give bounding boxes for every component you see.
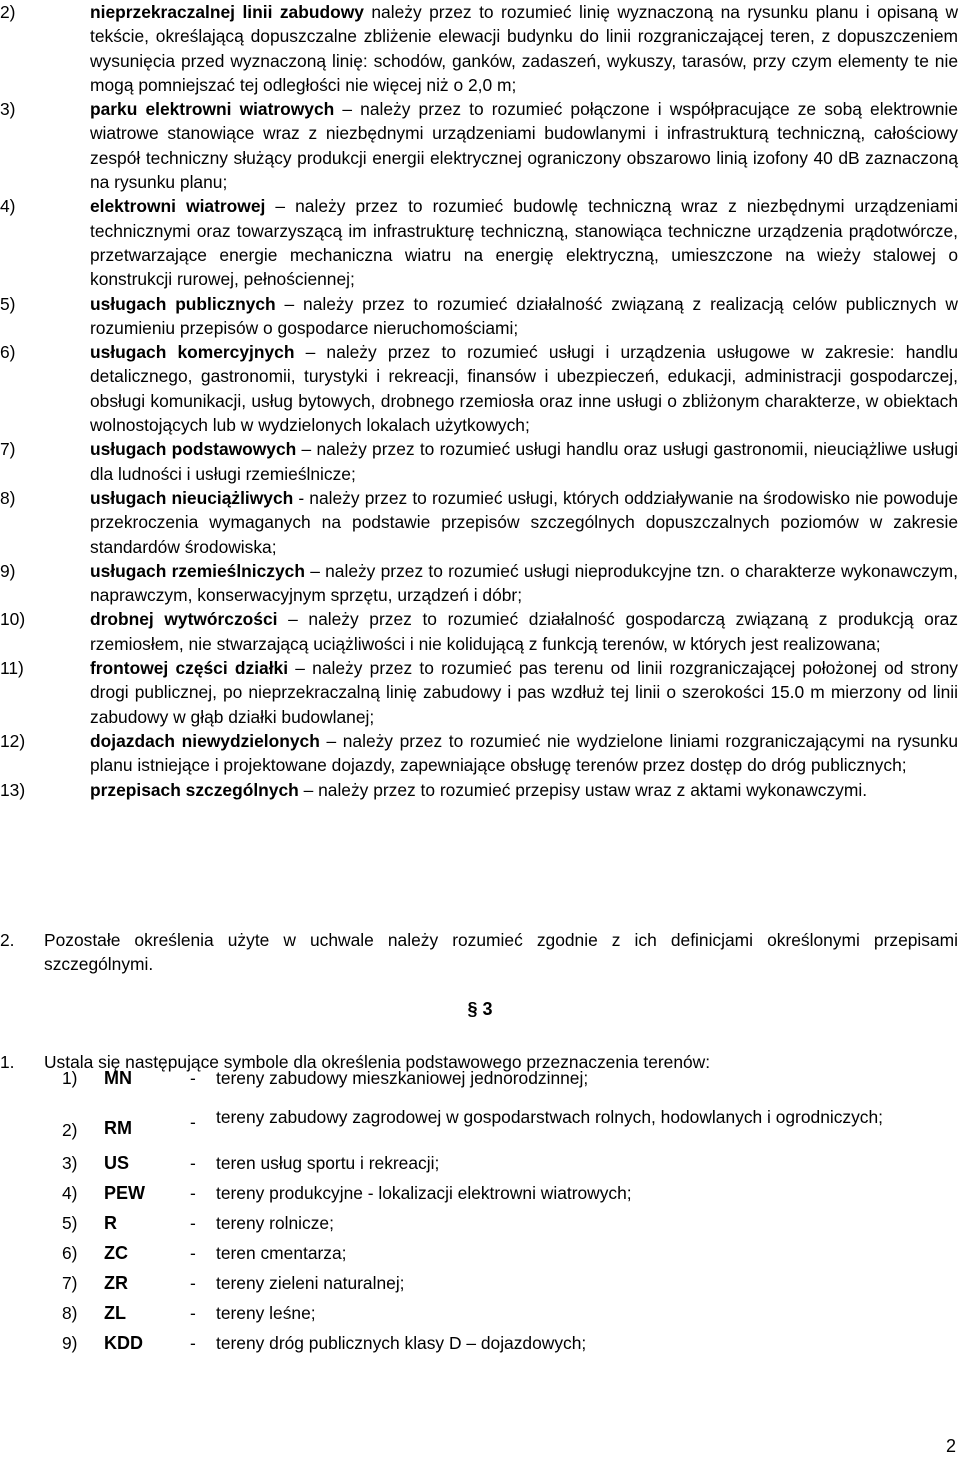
definition-text: – należy przez to rozumieć usługi i urządzenia usługowe w zakresie: handlu detalicznego, gastronomii, turystyki i rekreacji, finansów i ubezpieczeń, edukacji, administracji gospodarczej, obsługi komunikacji, usług bytowych, drobnego rzemiosła oraz inne usługi o zbliżonym charakterze, w obiektach wolnostojących lub w wydzielonych lokalach użytkowych;: [90, 342, 958, 436]
defined-term: nieprzekraczalnej linii zabudowy: [90, 2, 364, 22]
item-number: 2): [0, 2, 16, 22]
defined-term: dojazdach niewydzielonych: [90, 730, 320, 751]
defined-term: elektrowni wiatrowej: [90, 196, 266, 217]
symbol-dash: -: [190, 1212, 196, 1233]
symbol-dash: -: [190, 1182, 196, 1203]
symbol-dash: -: [190, 1067, 196, 1088]
symbol-description: teren usług sportu i rekreacji;: [216, 1153, 440, 1173]
definition-text: – należy przez to rozumieć usługi handlu oraz usługi gastronomii, nieuciążliwe usługi dla ludności i usługi rzemieślnicze;: [90, 439, 958, 484]
item-number: 8): [0, 487, 16, 508]
definition-item: [0, 778, 958, 802]
defined-term: frontowej części działki: [90, 658, 289, 679]
symbol-number: 4): [62, 1182, 78, 1203]
item-number: 7): [0, 439, 16, 460]
symbol-description: tereny rolnicze;: [216, 1213, 334, 1233]
defined-term: usługach podstawowych: [90, 439, 297, 460]
symbol-description: tereny zieleni naturalnej;: [216, 1273, 405, 1293]
symbol-code: MN: [104, 1067, 132, 1088]
definition-item: [0, 292, 958, 341]
symbol-number: 8): [62, 1302, 78, 1323]
symbol-code: US: [104, 1152, 130, 1173]
item-number: 3): [0, 99, 16, 120]
definition-item: [0, 0, 958, 97]
symbol-number: 6): [62, 1242, 78, 1263]
symbol-number: 1): [62, 1067, 78, 1088]
defined-term: usługach rzemieślniczych: [90, 560, 305, 581]
symbol-dash: -: [190, 1302, 196, 1323]
symbol-dash: -: [190, 1152, 196, 1173]
symbol-code: ZC: [104, 1242, 128, 1263]
item-number: 13): [0, 779, 26, 800]
symbol-code: PEW: [104, 1182, 146, 1203]
definition-item: [0, 194, 958, 291]
symbol-code: R: [104, 1212, 117, 1233]
defined-term: usługach nieuciążliwych: [90, 487, 294, 508]
definition-item: [0, 97, 958, 194]
point-text: Pozostałe określenia użyte w uchwale należy rozumieć zgodnie z ich definicjami określonymi przepisami szczególnymi.: [44, 930, 958, 975]
definition-item: [0, 729, 958, 778]
definition-item: [0, 340, 958, 437]
definition-text: – należy przez to rozumieć działalność gospodarczą związaną z produkcją oraz rzemiosłem, nie stwarzającą uciążliwości i nie kolidującą z funkcją terenów, w których jest realizowana;: [90, 609, 958, 654]
item-number: 6): [0, 342, 16, 363]
symbol-description: tereny produkcyjne - lokalizacji elektrowni wiatrowych;: [216, 1183, 632, 1203]
definition-text: – należy przez to rozumieć działalność związaną z realizacją celów publicznych w rozumieniu przepisów o gospodarce nieruchomościami;: [90, 293, 958, 338]
item-number: 10): [0, 609, 26, 630]
item-number: 9): [0, 560, 16, 581]
point-number: 1.: [0, 1052, 15, 1072]
point-number: 2.: [0, 930, 15, 950]
definition-item: [0, 656, 958, 729]
section-label: § 3: [467, 999, 493, 1019]
item-number: 4): [0, 196, 16, 217]
defined-term: drobnej wytwórczości: [90, 609, 278, 630]
symbol-dash: -: [190, 1242, 196, 1263]
symbol-number: 2): [62, 1120, 78, 1140]
symbol-number: 7): [62, 1272, 78, 1293]
definition-item: [0, 559, 958, 608]
defined-term: przepisach szczególnych: [90, 779, 299, 800]
definition-text: – należy przez to rozumieć połączone i współpracujące ze sobą elektrownie wiatrowe stanowiące wraz z niezbędnymi urządzeniami budowlanymi i infrastrukturą techniczną, całościowy zespół techniczny służący produkcji energii elektrycznej ograniczony obszarowo linią izofony 40 dB zaznaczoną na rysunku planu;: [90, 99, 958, 193]
symbol-description: tereny leśne;: [216, 1303, 316, 1323]
page-number: 2: [945, 1436, 956, 1456]
item-number: 5): [0, 293, 16, 314]
symbol-code: ZR: [104, 1272, 128, 1293]
symbol-description: tereny zabudowy zagrodowej w gospodarstwach rolnych, hodowlanych i ogrodniczych;: [216, 1107, 884, 1127]
symbol-number: 5): [62, 1212, 78, 1233]
definition-text: – należy przez to rozumieć usługi nieprodukcyjne tzn. o charakterze wykonawczym, naprawczym, konserwacyjnym sprzętu, urządzeń i dóbr;: [90, 560, 958, 606]
defined-term: parku elektrowni wiatrowych: [90, 99, 335, 120]
definition-text: należy przez to rozumieć linię wyznaczoną na rysunku planu i opisaną w tekście, określającą dopuszczalne zbliżenie elewacji budynku do linii rozgraniczającej teren, z dopuszczeniem wysunięcia przed wyznaczoną linię: schodów, ganków, zadaszeń, wykuszy, tarasów, przy czym elementy te nie mogą pomniejszać tej odległości nie więcej niż o 2,0 m;: [90, 2, 958, 95]
symbol-description: tereny zabudowy mieszkaniowej jednorodzinnej;: [216, 1068, 589, 1088]
symbol-dash: -: [190, 1112, 196, 1132]
symbol-code: KDD: [104, 1332, 143, 1353]
symbol-number: 9): [62, 1332, 78, 1353]
symbol-dash: -: [190, 1332, 196, 1353]
definition-text: – należy przez to rozumieć nie wydzielone liniami rozgraniczającymi na rysunku planu istniejące i projektowane dojazdy, zapewniające obsługę terenów przez dostęp do dróg publicznych;: [90, 730, 958, 776]
definition-item: [0, 437, 958, 486]
paragraph-point-2: [0, 928, 958, 977]
item-number: 11): [0, 658, 24, 679]
section-heading: [0, 999, 960, 1020]
symbol-description: teren cmentarza;: [216, 1243, 347, 1263]
symbol-description: tereny dróg publicznych klasy D – dojazdowych;: [216, 1333, 587, 1353]
definition-item: [0, 486, 958, 559]
symbol-code: RM: [104, 1118, 132, 1138]
definition-item: [0, 607, 958, 656]
symbol-code: ZL: [104, 1302, 126, 1323]
definition-text: – należy przez to rozumieć przepisy ustaw wraz z aktami wykonawczymi.: [298, 779, 868, 800]
definition-text: – należy przez to rozumieć pas terenu od linii rozgraniczającej położonej od strony drogi publicznej, po nieprzekraczalną linię zabudowy i pas wzdłuż tej linii o szerokości 15.0 m mierzony od linii zabudowy w głąb działki budowlanej;: [90, 658, 958, 727]
defined-term: usługach komercyjnych: [90, 342, 295, 363]
definition-text: - należy przez to rozumieć usługi, których oddziaływanie na środowisko nie powoduje przekroczenia wymaganych na podstawie przepisów szczególnych dopuszczalnych poziomów w zakresie standardów środowiska;: [90, 487, 958, 557]
item-number: 12): [0, 730, 26, 751]
symbol-number: 3): [62, 1152, 78, 1173]
defined-term: usługach publicznych: [90, 293, 276, 314]
definition-text: – należy przez to rozumieć budowlę techniczną wraz z niezbędnymi urządzeniami technicznymi oraz towarzyszącą im infrastrukturę techniczną, stanowiąca techniczne urządzenia prądotwórcze, przetwarzające energie mechaniczna wiatru na energię elektryczną, umieszczone na wieży stalowej o konstrukcji rurowej, pełnościennej;: [90, 196, 958, 290]
symbol-dash: -: [190, 1272, 196, 1293]
point-text: Ustala się następujące symbole dla określenia podstawowego przeznaczenia terenów:: [44, 1052, 711, 1072]
